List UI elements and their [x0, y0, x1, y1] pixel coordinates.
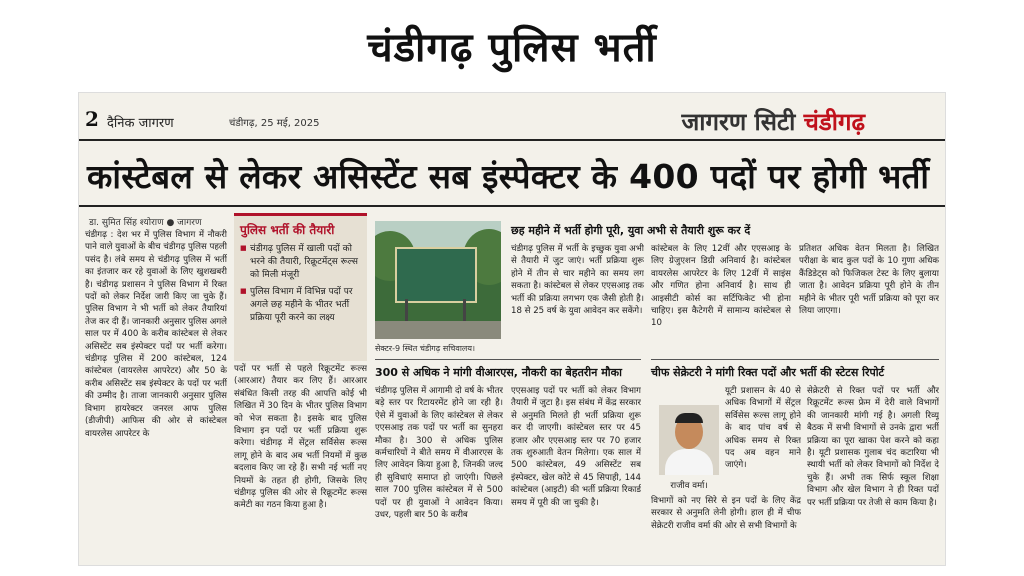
sub-headline-recruitment-timeline: छह महीने में भर्ती होगी पूरी, युवा अभी से तैयारी शुरू कर दें — [511, 224, 751, 237]
photo-caption: सेक्टर-9 स्थित चंडीगढ़ सचिवालय। — [375, 344, 475, 353]
headline-divider — [79, 205, 945, 207]
lead-article-text: चंडीगढ़ : देश भर में पुलिस विभाग में नौकरी पाने वाले युवाओं के बीच चंडीगढ़ पुलिस पहली पसंद है। लंबे समय से चंडीगढ़ पुलिस में भर्ती का इंतजार कर रहे युवाओं के लिए खुशखबरी है। चंडीगढ़ प्रशासन ने पुलिस विभाग में रिक्त पदों को लेकर निर्देश जारी किए जा चुके हैं। पुलिस विभाग ने भी भर्ती को लेकर तैयारियां तेज कर दी हैं। जानकारी अनुसार पुलिस अगले साल पर में 400 के करीब कांस्टेबल से लेकर असिस्टेंट सब इंस्पेक्टर पदों पर भर्ती करेगा। चंडीगढ़ पुलिस में 200 कांस्टेबल, 124 कांस्टेबल (वायरलेस आपरेटर) और 50 के करीब असिस्टेंट सब इंस्पेक्टर के पदों पर भर्ती की उम्मीद है। ताजा जानकारी अनुसार पुलिस विभाग हायरेक्टर जनरल आफ पुलिस (डीजीपी) आफिस की ओर से कांस्टेबल वायरलेस आपरेटर के — [85, 230, 227, 439]
newspaper-clipping — [78, 92, 946, 566]
sub3-column-b: विभागों को नए सिरे से इन पदों के लिए केंद्र सरकार से अनुमति लेनी होगी। हाल ही में चीफ सेक्रेटरी राजीव वर्मा की ओर से सभी विभागों के — [651, 496, 801, 531]
secretariat-photo — [375, 221, 501, 339]
portrait-caption: राजीव वर्मा। — [670, 481, 708, 491]
section-prefix: जागरण सिटी — [681, 108, 796, 136]
sub3-column-c: सेक्रेटरी से रिक्त पदों पर भर्ती और रिक्रूटमेंट रूल्स फ्रेम में देरी वाले विभागों की जानकारी मांगी गई है। अगली रिव्यू बैठक में सभी विभागों से उनके द्वारा भर्ती प्रक्रिया का पूरा खाका पेश करने को कहा है। यूटी प्रशासक गुलाब चंद कटारिया भी स्थायी भर्ती को लेकर विभागों को निर्देश दे चुके हैं। अभी तक सिर्फ स्कूल शिक्षा विभाग और खेल विभाग ने ही रिक्त पदों पर भर्ती प्रक्रिया पर तेजी से काम किया है। — [807, 386, 939, 508]
section-city: चंडीगढ़ — [803, 108, 865, 136]
sub1-column-c: प्रतिशत अधिक वेतन मिलता है। लिखित परीक्षा के बाद कुल पदों के 10 गुणा अधिक कैंडिडेट्स को फिजिकल टेस्ट के लिए बुलाया जाता है। आवेदन प्रक्रिया पूरी होने के तीन महीने के भीतर पूरी भर्ती प्रक्रिया को पूरा कर लिया जाएगा। — [799, 244, 939, 317]
official-portrait — [659, 405, 719, 475]
paper-name: दैनिक जागरण — [107, 116, 174, 131]
info-box-title: पुलिस भर्ती की तैयारी — [240, 223, 335, 237]
sub1-column-a: चंडीगढ़ पुलिस में भर्ती के इच्छुक युवा अभी से तैयारी में जुट जाएं। भर्ती प्रक्रिया शुरू होने में तीन से चार महीने का समय लग सकता है। कांस्टेबल से लेकर एएसआइ तक भर्ती की प्रक्रिया लगभग एक जैसी होती है। 18 से 25 वर्ष के युवा आवेदन कर सकेंगे। — [511, 244, 644, 317]
info-box — [234, 213, 367, 361]
dateline: चंडीगढ़, 25 मई, 2025 — [229, 118, 320, 129]
byline: डा. सुमित सिंह श्योराण ● जागरण — [89, 218, 202, 228]
section-title — [682, 105, 866, 138]
section-divider — [375, 359, 641, 360]
page-number: 2 — [85, 107, 99, 131]
info-box-bullet: ■ चंडीगढ़ पुलिस में खाली पदों को भरने की तैयारी, रिक्रूटमेंट्स रूल्स को मिली मंजूरी — [234, 241, 367, 284]
section-divider — [651, 359, 939, 360]
sub1-column-b: कांस्टेबल के लिए 12वीं और एएसआइ के लिए ग्रेजुएशन डिग्री अनिवार्य है। कांस्टेबल वायरलेस आपरेटर के लिए 12वीं में साइंस और गणित होना अनिवार्य है। साथ ही आइसीटी कोर्स का सर्टिफिकेट भी होना चाहिए। इस कैटेगरी में सामान्य कांस्टेबल से 10 — [651, 244, 791, 329]
main-headline: कांस्टेबल से लेकर असिस्टेंट सब इंस्पेक्टर के 400 पदों पर होगी भर्ती — [87, 157, 930, 196]
sub2-column-a: चंडीगढ़ पुलिस में आगामी दो वर्ष के भीतर बड़े स्तर पर रिटायरमेंट होने जा रही है। ऐसे में युवाओं के लिए कांस्टेबल से लेकर एएसआइ तक पदों पर भर्ती का सुनहरा मौका है। 300 से अधिक पुलिस कर्मचारियों ने बीते समय में वीआरएस के लिए आवेदन किया हुआ है, जिनकी जल्द ही सुविधाएं समाप्त हो जाएंगी। पिछले साल 700 पुलिस कांस्टेबल में से 500 पदों पर ही युवाओं ने आवेदन किया। उधर, पहली बार 50 के करीब — [375, 386, 503, 521]
info-box-bullet: ■ पुलिस विभाग में विभिन्न पदों पर अगले छह महीने के भीतर भर्ती प्रक्रिया पूरी करने का लक्ष्य — [234, 284, 367, 327]
sub3-column-a: यूटी प्रशासन के 40 से अधिक विभागों में सेंट्रल सर्विसेस रूल्स लागू होने के बाद पांच वर्ष से अधिक समय से रिक्त पद अब वहन माने जाएंगे। — [725, 386, 801, 471]
sub-headline-status-report: चीफ सेक्रेटरी ने मांगी रिक्त पदों और भर्ती की स्टेटस रिपोर्ट — [651, 366, 885, 379]
masthead — [79, 93, 945, 141]
sub2-column-b: एएसआइ पदों पर भर्ती को लेकर विभाग तैयारी में जुटा है। इस संबंध में केंद्र सरकार से अनुमति मिलते ही भर्ती प्रक्रिया शुरू कर दी जाएगी। कांस्टेबल स्तर पर 45 हजार और एएसआइ स्तर पर 70 हजार तक शुरुआती वेतन मिलेगा। एक साल में 500 कांस्टेबल, 49 असिस्टेंट सब इंस्पेक्टर, खेल कोटे से 45 सिपाही, 144 कांस्टेबल (आइटी) की भर्ती प्रक्रिया रिकार्ड समय में पूरी की जा चुकी है। — [511, 386, 641, 508]
sub-headline-vrs: 300 से अधिक ने मांगी वीआरएस, नौकरी का बेहतरीन मौका — [375, 366, 622, 379]
article-continuation-text: पदों पर भर्ती से पहले रिक्रूटमेंट रूल्स (आरआर) तैयार कर लिए हैं। आरआर संबंधित किसी तरह की आपत्ति कोई भी लिखित में 30 दिन के भीतर पुलिस विभाग को भेज सकता है। इसके बाद पुलिस विभाग इन पदों पर भर्ती प्रक्रिया शुरू करेगा। चंडीगढ़ में सेंट्रल सर्विसेस रूल्स लागू होने के बाद अब भर्ती नियमों में कुछ बदलाव किए जा रहे हैं। सभी नई भर्ती नए नियमों के तहत ही होगी, जिसके लिए चंडीगढ़ पुलिस की ओर से रिक्रूटमेंट रूल्स कमेटी का गठन किया हुआ है। — [234, 364, 367, 511]
secretariat-signboard — [395, 247, 477, 303]
overlay-title: चंडीगढ़ पुलिस भर्ती — [367, 25, 657, 71]
